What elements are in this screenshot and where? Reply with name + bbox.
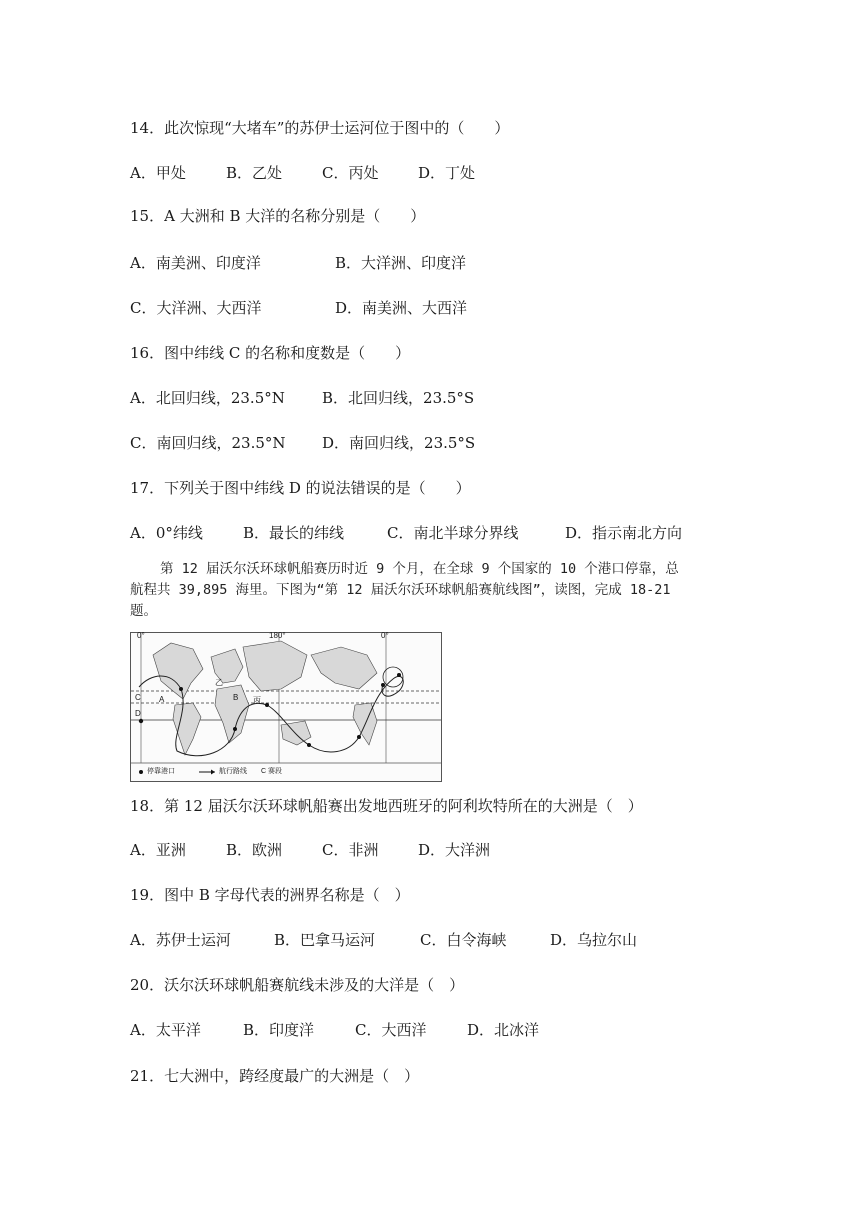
q15-option-b[interactable]: B．大洋洲、印度洋 — [335, 254, 467, 272]
q14-option-d[interactable]: D．丁处 — [418, 164, 476, 182]
q16-option-c[interactable]: C．南回归线，23.5°N — [130, 434, 286, 452]
question-20-stem: 20．沃尔沃环球帆船赛航线未涉及的大洋是（ ） — [130, 976, 465, 994]
question-15-stem: 15．A 大洲和 B 大洋的名称分别是（ ） — [130, 207, 426, 225]
q20-option-d[interactable]: D．北冰洋 — [467, 1021, 540, 1039]
q14-option-a[interactable]: A．甲处 — [130, 164, 186, 182]
question-17-stem: 17．下列关于图中纬线 D 的说法错误的是（ ） — [130, 479, 471, 497]
q19-option-c[interactable]: C．白令海峡 — [420, 931, 507, 949]
legend-route-label: 航行路线 — [219, 768, 247, 775]
question-16-stem: 16．图中纬线 C 的名称和度数是（ ） — [130, 344, 411, 362]
map-letter-a: A — [159, 695, 165, 704]
question-19-stem: 19．图中 B 字母代表的洲界名称是（ ） — [130, 886, 410, 904]
q17-option-b[interactable]: B．最长的纬线 — [243, 524, 345, 542]
q17-option-d[interactable]: D．指示南北方向 — [565, 524, 683, 542]
top-label-right: 0° — [381, 631, 389, 640]
map-letter-b: B — [233, 693, 239, 702]
q16-option-d[interactable]: D．南回归线，23.5°S — [322, 434, 476, 452]
map-letter-d: D — [135, 709, 141, 718]
passage-line-1: 第 12 届沃尔沃环球帆船赛历时近 9 个月，在全球 9 个国家的 10 个港口停靠，总 — [160, 561, 679, 577]
question-18-stem: 18．第 12 届沃尔沃环球帆船赛出发地西班牙的阿利坎特所在的大洲是（ ） — [130, 797, 643, 815]
q19-option-a[interactable]: A．苏伊士运河 — [130, 931, 231, 949]
map-letter-c: C — [135, 693, 141, 702]
q18-option-d[interactable]: D．大洋洲 — [418, 841, 491, 859]
top-label-middle: 180° — [269, 631, 286, 640]
legend-port-label: 停靠港口 — [147, 768, 175, 775]
port-marker — [139, 719, 143, 723]
q20-option-a[interactable]: A．太平洋 — [130, 1021, 201, 1039]
top-label-left: 0° — [137, 631, 145, 640]
port-marker — [357, 735, 361, 739]
legend-leg-label: C 赛段 — [261, 768, 282, 775]
q19-option-b[interactable]: B．巴拿马运河 — [274, 931, 376, 949]
race-route-map — [130, 632, 442, 782]
map-label-yi: 乙 — [215, 678, 223, 687]
port-marker — [307, 743, 311, 747]
port-marker — [233, 727, 237, 731]
passage-line-2: 航程共 39,895 海里。下图为“第 12 届沃尔沃环球帆船赛航线图”，读图，完成 18-21 — [130, 582, 671, 598]
map-label-bing: 丙 — [253, 696, 261, 705]
q20-option-c[interactable]: C．大西洋 — [355, 1021, 427, 1039]
world-map-graphic — [131, 633, 441, 781]
port-marker — [179, 687, 183, 691]
q18-option-a[interactable]: A．亚洲 — [130, 841, 186, 859]
q20-option-b[interactable]: B．印度洋 — [243, 1021, 315, 1039]
passage-line-3: 题。 — [130, 603, 157, 619]
port-marker — [265, 703, 269, 707]
port-marker — [397, 673, 401, 677]
port-marker — [381, 683, 385, 687]
legend-port-marker — [139, 770, 143, 774]
q18-option-c[interactable]: C．非洲 — [322, 841, 379, 859]
q19-option-d[interactable]: D．乌拉尔山 — [550, 931, 638, 949]
q18-option-b[interactable]: B．欧洲 — [226, 841, 283, 859]
question-21-stem: 21．七大洲中，跨经度最广的大洲是（ ） — [130, 1067, 420, 1085]
q14-option-b[interactable]: B．乙处 — [226, 164, 283, 182]
q16-option-b[interactable]: B．北回归线，23.5°S — [322, 389, 475, 407]
q15-option-a[interactable]: A．南美洲、印度洋 — [130, 254, 261, 272]
q15-option-d[interactable]: D．南美洲、大西洋 — [335, 299, 468, 317]
q14-option-c[interactable]: C．丙处 — [322, 164, 379, 182]
passage — [130, 559, 730, 622]
q16-option-a[interactable]: A．北回归线，23.5°N — [130, 389, 285, 407]
q15-option-c[interactable]: C．大洋洲、大西洋 — [130, 299, 262, 317]
question-14-stem: 14．此次惊现“大堵车”的苏伊士运河位于图中的（ ） — [130, 119, 510, 137]
q17-option-c[interactable]: C．南北半球分界线 — [387, 524, 519, 542]
q17-option-a[interactable]: A．0°纬线 — [130, 524, 203, 542]
